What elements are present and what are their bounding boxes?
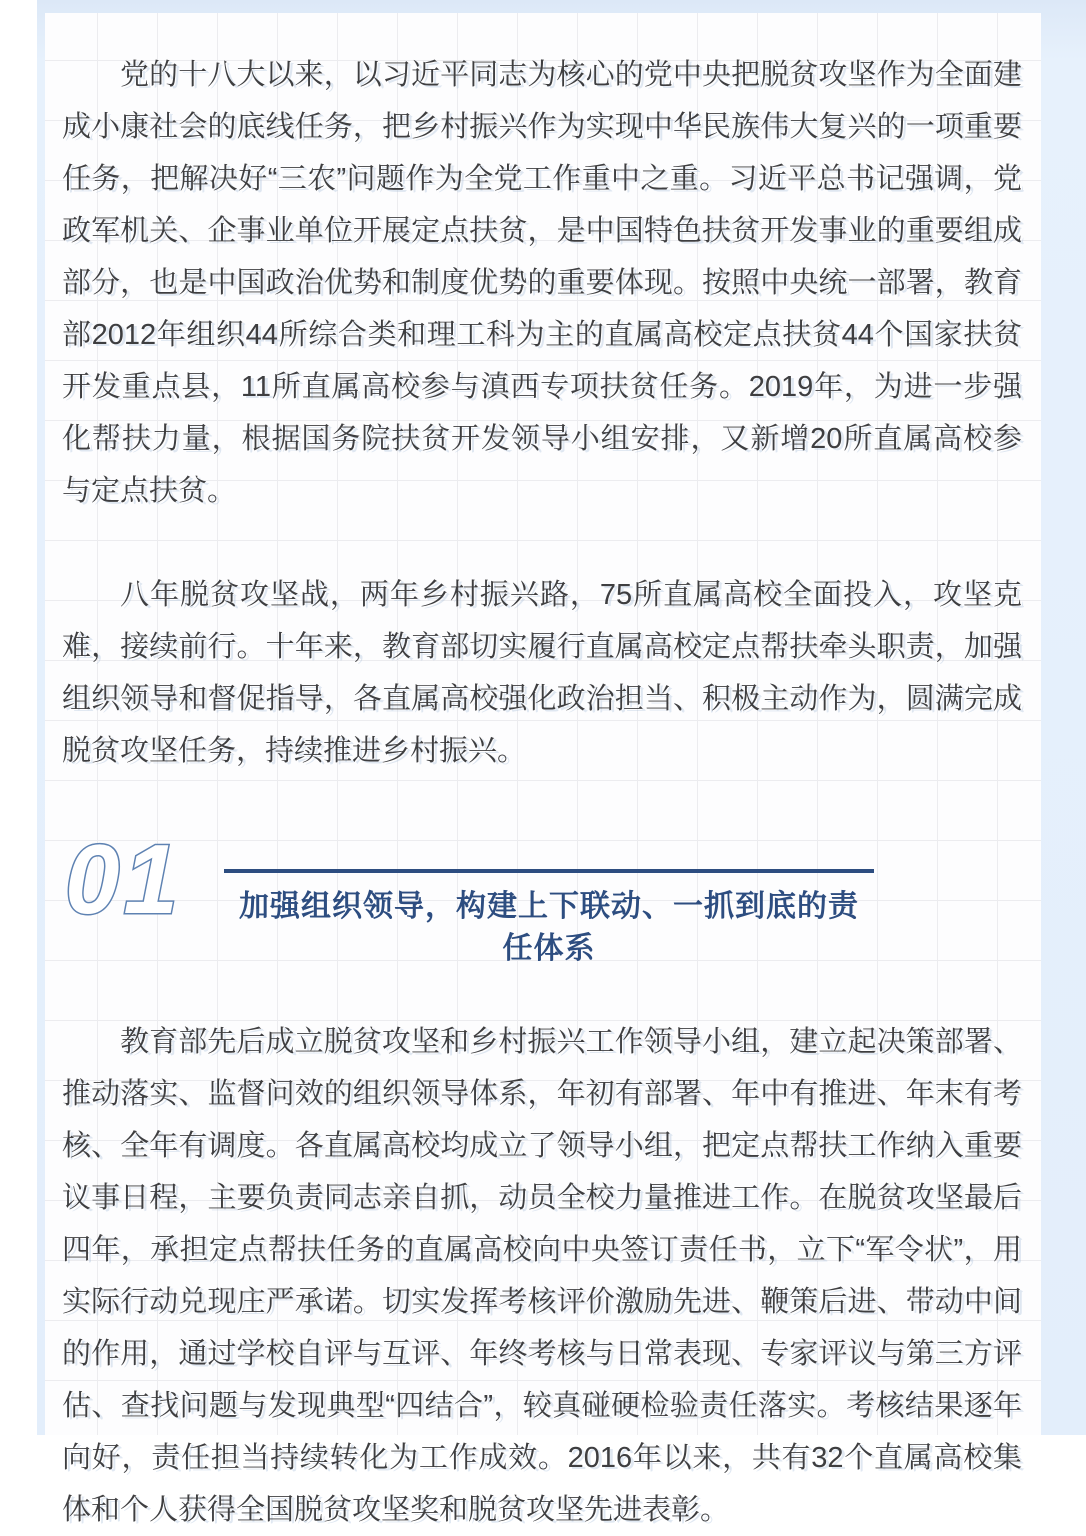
- paragraph-section-1: 教育部先后成立脱贫攻坚和乡村振兴工作领导小组，建立起决策部署、推动落实、监督问效的组织领导体系，年初有部署、年中有推进、年末有考核、全年有调度。各直属高校均成立了领导小组，把定点帮扶工作纳入重要议事日程，主要负责同志亲自抓，动员全校力量推进工作。在脱贫攻坚最后四年，承担定点帮扶任务的直属高校向中央签订责任书，立下“军令状”，用实际行动兑现庄严承诺。切实发挥考核评价激励先进、鞭策后进、带动中间的作用，通过学校自评与互评、年终考核与日常表现、专家评议与第三方评估、查找问题与发现典型“四结合”，较真碰硬检验责任落实。考核结果逐年向好，责任担当持续转化为工作成效。2016年以来，共有32个直属高校集体和个人获得全国脱贫攻坚奖和脱贫攻坚先进表彰。: [62, 1026, 1022, 1526]
- paragraph-intro-1: 党的十八大以来，以习近平同志为核心的党中央把脱贫攻坚作为全面建成小康社会的底线任务，把乡村振兴作为实现中华民族伟大复兴的一项重要任务，把解决好“三农”问题作为全党工作重中之重。习近平总书记强调，党政军机关、企事业单位开展定点扶贫，是中国特色扶贫开发事业的重要组成部分，也是中国政治优势和制度优势的重要体现。按照中央统一部署，教育部2012年组织44所综合类和理工科为主的直属高校定点扶贫44个国家扶贫开发重点县，11所直属高校参与滇西专项扶贫任务。2019年，为进一步强化帮扶力量，根据国务院扶贫开发领导小组安排，又新增20所直属高校参与定点扶贫。: [62, 59, 1022, 507]
- section-title: 加强组织领导，构建上下联动、一抓到底的责任体系: [239, 890, 860, 965]
- section-title-rule: [224, 869, 874, 873]
- section-header: [62, 824, 1022, 970]
- content-panel: [37, 0, 1086, 1526]
- paragraph-intro-2: 八年脱贫攻坚战，两年乡村振兴路，75所直属高校全面投入，攻坚克难，接续前行。十年来，教育部切实履行直属高校定点帮扶牵头职责，加强组织领导和督促指导，各直属高校强化政治担当、积极主动作为，圆满完成脱贫攻坚任务，持续推进乡村振兴。: [62, 579, 1022, 767]
- section-number-01: 01: [65, 824, 183, 934]
- grid-sheet: [45, 13, 1041, 1526]
- section-title-block: [224, 829, 874, 970]
